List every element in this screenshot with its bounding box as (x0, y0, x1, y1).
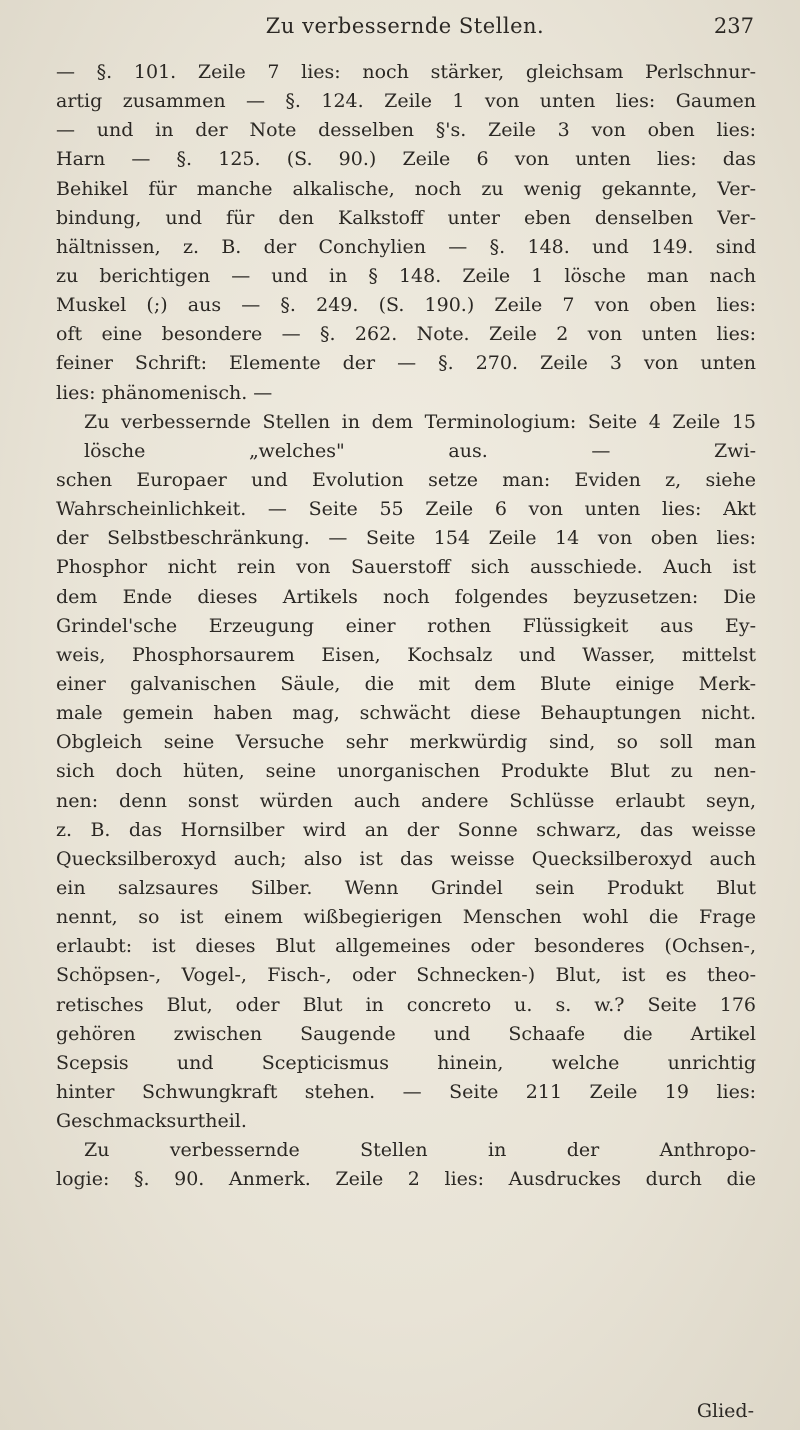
text-line: — §. 101. Zeile 7 lies: noch stärker, gleichsam Perlschnur- (56, 61, 756, 83)
text-line: retisches Blut, oder Blut in concreto u. s. w.? Seite 176 (56, 993, 756, 1016)
text-line: bindung, und für den Kalkstoff unter eben denselben Ver- (56, 206, 756, 229)
text-line: Harn — §. 125. (S. 90.) Zeile 6 von unten lies: das (56, 148, 756, 171)
text-line: weis, Phosphorsaurem Eisen, Kochsalz und Wasser, mittelst (56, 643, 756, 666)
text-line: gehören zwischen Saugende und Schaafe die Artikel (56, 1022, 756, 1045)
text-line: Geschmacksurtheil. (56, 1110, 247, 1133)
running-head-title: Zu verbessernde Stellen. (265, 14, 545, 38)
text-line: oft eine besondere — §. 262. Note. Zeile 2 von unten lies: (56, 323, 756, 346)
text-line: nen: denn sonst würden auch andere Schlüsse erlaubt seyn, (56, 789, 756, 812)
text-line: dem Ende dieses Artikels noch folgendes beyzusetzen: Die (56, 585, 756, 608)
text-line: logie: §. 90. Anmerk. Zeile 2 lies: Ausdruckes durch die (56, 1168, 756, 1191)
text-line: male gemein haben mag, schwächt diese Behauptungen nicht. (56, 702, 756, 725)
text-line: Zu verbessernde Stellen in dem Terminologium: Seite 4 Zeile 15 lösche „welches" aus. — Zwi- (84, 410, 756, 462)
text-line: Schöpsen-, Vogel-, Fisch-, oder Schnecken-) Blut, ist es theo- (56, 964, 756, 987)
text-line: Phosphor nicht rein von Sauerstoff sich ausschiede. Auch ist (56, 556, 756, 579)
text-line: schen Europaer und Evolution setze man: Eviden z, siehe (56, 468, 756, 491)
text-line: ein salzsaures Silber. Wenn Grindel sein Produkt Blut (56, 876, 756, 899)
catchword: Glied- (696, 1400, 754, 1422)
text-line: Behikel für manche alkalische, noch zu wenig gekannte, Ver- (56, 177, 756, 200)
text-line: nennt, so ist einem wißbegierigen Menschen wohl die Frage (56, 906, 756, 929)
text-line: Obgleich seine Versuche sehr merkwürdig sind, so soll man (56, 731, 756, 754)
text-line: — und in der Note desselben §'s. Zeile 3 von oben lies: (56, 119, 756, 142)
text-line: Muskel (;) aus — §. 249. (S. 190.) Zeile 7 von oben lies: (56, 294, 756, 317)
body-text (56, 58, 756, 1195)
text-line: der Selbstbeschränkung. — Seite 154 Zeile 14 von oben lies: (56, 527, 756, 550)
running-head (56, 12, 754, 46)
text-line: feiner Schrift: Elemente der — §. 270. Zeile 3 von unten (56, 352, 756, 375)
text-line: Scepsis und Scepticismus hinein, welche unrichtig (56, 1051, 756, 1074)
text-line: erlaubt: ist dieses Blut allgemeines oder besonderes (Ochsen-, (56, 935, 756, 958)
text-line: einer galvanischen Säule, die mit dem Blute einige Merk- (56, 672, 756, 695)
text-line: Wahrscheinlichkeit. — Seite 55 Zeile 6 von unten lies: Akt (56, 498, 756, 521)
text-line: Grindel'sche Erzeugung einer rothen Flüssigkeit aus Ey- (56, 614, 756, 637)
text-line: artig zusammen — §. 124. Zeile 1 von unten lies: Gaumen (56, 90, 756, 113)
text-line: hinter Schwungkraft stehen. — Seite 211 Zeile 19 lies: (56, 1080, 756, 1103)
text-line: z. B. das Hornsilber wird an der Sonne schwarz, das weisse (56, 818, 756, 841)
text-line: zu berichtigen — und in § 148. Zeile 1 lösche man nach (56, 264, 756, 287)
text-line: hältnissen, z. B. der Conchylien — §. 148. und 149. sind (56, 235, 756, 258)
text-line: Zu verbessernde Stellen in der Anthropo- (84, 1139, 756, 1162)
page-number: 237 (713, 14, 754, 38)
text-line: Quecksilberoxyd auch; also ist das weisse Quecksilberoxyd auch (56, 847, 756, 870)
text-line: lies: phänomenisch. — (56, 381, 273, 404)
text-line: sich doch hüten, seine unorganischen Produkte Blut zu nen- (56, 760, 756, 783)
